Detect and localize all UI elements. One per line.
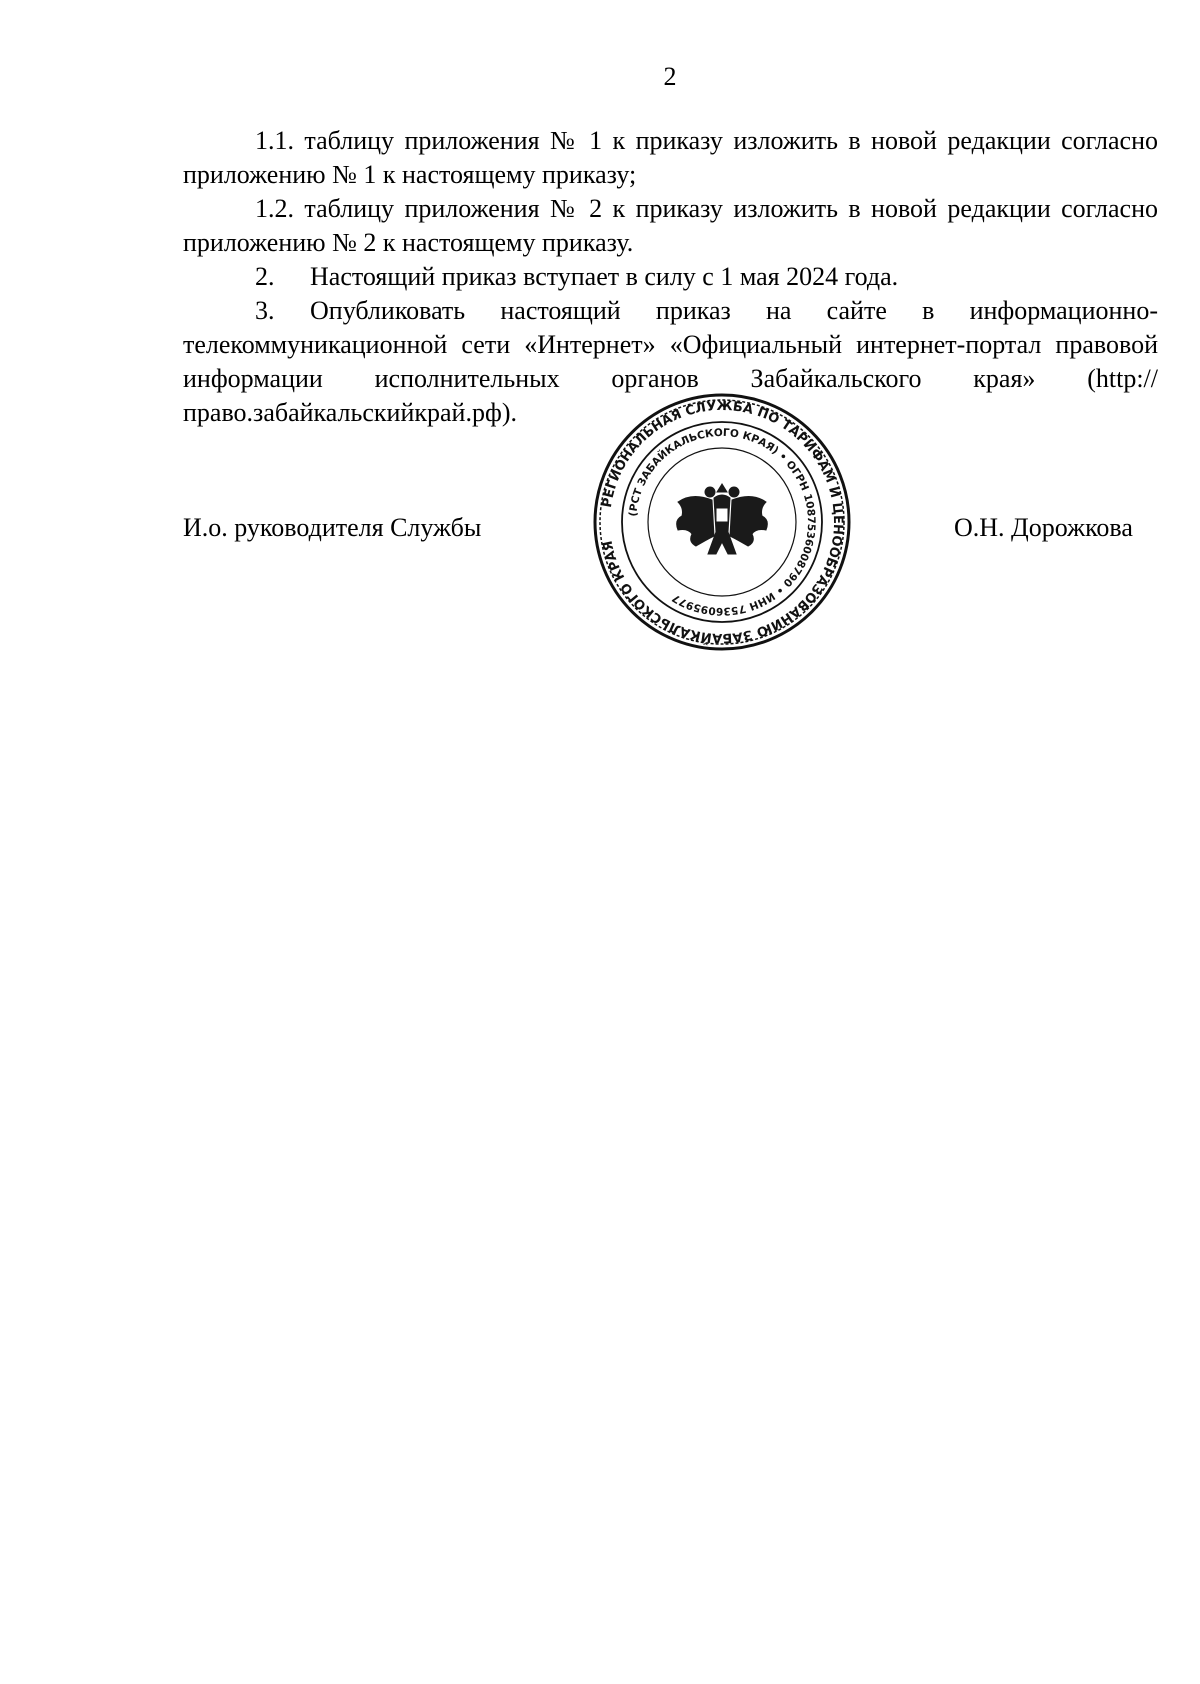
seal-outer-text: РЕГИОНАЛЬНАЯ СЛУЖБА ПО ТАРИФАМ И ЦЕНООБРАЗОВАНИЮ ЗАБАЙКАЛЬСКОГО КРАЯ bbox=[599, 398, 846, 646]
page-number: 2 bbox=[663, 62, 677, 91]
paragraph-2-number: 2. bbox=[255, 262, 275, 291]
paragraph-3-text: Опубликовать настоящий приказ на сайте в информационно-телекоммуникационной сети «Интернет» «Официальный интернет-портал правовой информации исполнительных органов Забайкальского края» (http://право.забайкальскийкрай.рф). bbox=[183, 296, 1158, 427]
double-headed-eagle-emblem bbox=[677, 484, 768, 554]
official-seal-stamp bbox=[592, 392, 852, 652]
signatory-name: О.Н. Дорожкова bbox=[954, 513, 1133, 542]
document-body bbox=[183, 124, 1158, 430]
paragraph-2-text: Настоящий приказ вступает в силу с 1 мая 2024 года. bbox=[310, 262, 899, 291]
signatory-title: И.о. руководителя Службы bbox=[183, 513, 482, 542]
paragraph-1-2: 1.2. таблицу приложения № 2 к приказу изложить в новой редакции согласно приложению № 2 к настоящему приказу. bbox=[183, 194, 1158, 257]
paragraph-2 bbox=[183, 260, 1158, 294]
seal-inner-text: (РСТ ЗАБАЙКАЛЬСКОГО КРАЯ) • ОГРН 1087536008790 • ИНН 7536095977 bbox=[627, 426, 818, 618]
paragraph-1-1: 1.1. таблицу приложения № 1 к приказу изложить в новой редакции согласно приложению № 1 к настоящему приказу; bbox=[183, 126, 1158, 189]
paragraph-3-number: 3. bbox=[255, 296, 275, 325]
